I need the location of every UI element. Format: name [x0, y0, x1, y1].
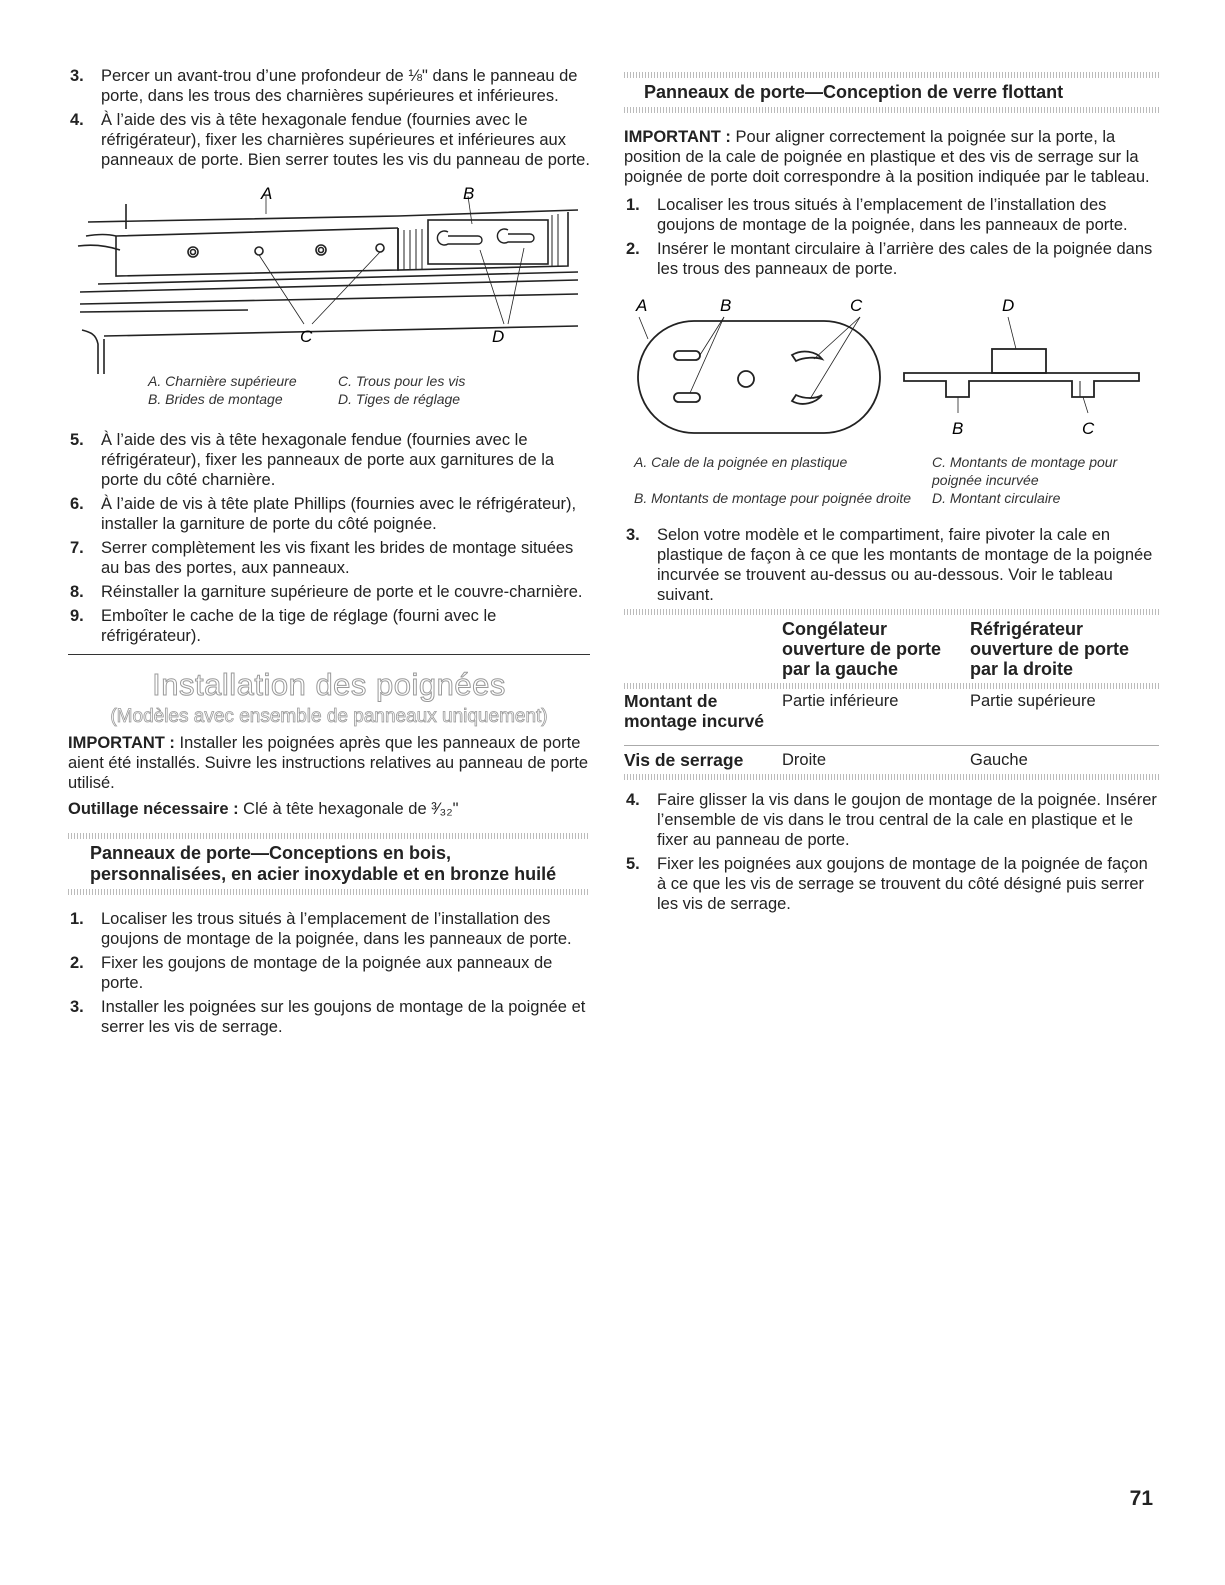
caption2-b: B. Montants de montage pour poignée droite	[634, 490, 912, 506]
tools-text: Clé à tête hexagonale de ³⁄₃₂"	[238, 800, 459, 818]
caption2-d: D. Montant circulaire	[932, 490, 1061, 506]
important-label-right: IMPORTANT :	[624, 128, 731, 146]
step-text: Emboîter le cache de la tige de réglage (fourni avec le réfrigérateur).	[101, 607, 497, 645]
step-text: Selon votre modèle et le compartiment, faire pivoter la cale en plastique de façon à ce que les montants de montage de la poignée incurvée se trouvent au-dessus ou au-dessous. Voir le tableau suivant.	[657, 526, 1153, 604]
table-header-row	[624, 615, 1159, 683]
step-text: Percer un avant-trou d’une profondeur de ⅛" dans le panneau de porte, dans les trous des charnières supérieures et inférieures.	[101, 67, 578, 105]
list-item	[68, 494, 590, 534]
step-number: 8.	[70, 583, 84, 601]
step-text: Réinstaller la garniture supérieure de porte et le couvre-charnière.	[101, 583, 583, 601]
step-number: 6.	[70, 495, 84, 513]
caption-a: A. Charnière supérieure	[148, 373, 297, 389]
step-text: Fixer les poignées aux goujons de montage de la poignée de façon à ce que les vis de serrage se trouvent du côté désigné puis serrer les vis de serrage.	[657, 855, 1148, 913]
section-title: Installation des poignées	[152, 667, 506, 702]
orientation-table	[624, 615, 1159, 683]
list-item	[624, 854, 1159, 914]
step-number: 1.	[626, 196, 640, 214]
handle-shim-diagram	[624, 289, 1159, 449]
list-item	[624, 790, 1159, 850]
orientation-table-body2	[624, 746, 1159, 774]
list-item	[68, 430, 590, 490]
important-label: IMPORTANT :	[68, 734, 175, 752]
step-number: 4.	[626, 791, 640, 809]
fig1-label-b: B	[463, 184, 475, 203]
list-item	[624, 195, 1159, 235]
handle-shim-figure	[624, 289, 1159, 507]
fig2-label-c2: C	[1082, 419, 1095, 438]
page-number: 71	[1129, 1487, 1153, 1510]
list-item	[68, 582, 590, 602]
important-text-right: Pour aligner correctement la poignée sur la porte, la position de la cale de poignée en plastique et des vis de serrage sur la poignée de porte doit correspondre à la position indiquée par le tableau.	[624, 128, 1150, 186]
step-number: 4.	[70, 111, 84, 129]
step-number: 5.	[626, 855, 640, 873]
hinge-figure	[68, 184, 590, 408]
step-number: 5.	[70, 431, 84, 449]
list-item	[68, 953, 590, 993]
left-column	[68, 66, 590, 1041]
step-text: À l’aide des vis à tête hexagonale fendue (fournies avec le réfrigérateur), fixer les charnières supérieures et inférieures aux panneaux de porte. Bien serrer toutes les vis du panneau de porte.	[101, 111, 590, 169]
right-column	[624, 72, 1159, 918]
fig2-label-b: B	[720, 296, 732, 315]
hatch-glass-bottom	[624, 107, 1159, 113]
step-number: 2.	[70, 954, 84, 972]
step-number: 9.	[70, 607, 84, 625]
important-note-left	[68, 733, 590, 793]
caption-c: C. Trous pour les vis	[338, 373, 466, 389]
step-list-glass-c	[624, 790, 1159, 914]
section-subtitle: (Modèles avec ensemble de panneaux uniquement)	[110, 706, 548, 727]
row-label-curved: Montant de montage incurvé	[624, 691, 765, 731]
step-text: Installer les poignées sur les goujons de montage de la poignée et serrer les vis de serrage.	[101, 998, 586, 1036]
fig2-label-d: D	[1002, 296, 1015, 315]
table-row	[624, 746, 1159, 774]
step-text: Localiser les trous situés à l’emplacement de l’installation des goujons de montage de la poignée, dans les panneaux de porte.	[101, 910, 572, 948]
list-item	[68, 66, 590, 106]
step-list-glass-b	[624, 525, 1159, 605]
step-text: À l’aide de vis à tête plate Phillips (fournies avec le réfrigérateur), installer la garniture de porte du côté poignée.	[101, 495, 577, 533]
list-item	[68, 538, 590, 578]
fig2-label-a: A	[636, 296, 648, 315]
list-item	[68, 997, 590, 1037]
caption2-c: C. Montants de montage pour poignée incurvée	[932, 454, 1118, 488]
step-list-mid	[68, 430, 590, 646]
row-label-screw: Vis de serrage	[624, 750, 744, 770]
table-header-fridge: Réfrigérateur ouverture de porte par la droite	[970, 619, 1130, 679]
caption-d: D. Tiges de réglage	[338, 391, 461, 407]
fig1-label-d: D	[492, 327, 505, 346]
tools-note	[68, 799, 590, 819]
table-header-empty	[624, 615, 782, 683]
important-text: Installer les poignées après que les panneaux de porte aient été installés. Suivre les instructions relatives au panneau de porte utilisé.	[68, 734, 589, 792]
step-number: 3.	[70, 67, 84, 85]
step-list-glass-a	[624, 195, 1159, 279]
subhead-wood: Panneaux de porte—Conceptions en bois, personnalisées, en acier inoxydable et en bronze huilé	[90, 843, 557, 884]
subhead-glass: Panneaux de porte—Conception de verre flottant	[644, 82, 1064, 102]
step-number: 3.	[70, 998, 84, 1016]
hatch-table-bottom	[624, 774, 1159, 780]
list-item	[68, 606, 590, 646]
fig2-label-b2: B	[952, 419, 964, 438]
hatch-bottom	[68, 889, 590, 895]
handle-figure-captions	[624, 453, 1159, 507]
important-note-right	[624, 127, 1159, 187]
step-text: Faire glisser la vis dans le goujon de montage de la poignée. Insérer l’ensemble de vis dans le trou central de la cale en plastique et le fixer au panneau de porte.	[657, 791, 1157, 849]
row-curved-fridge: Partie supérieure	[970, 692, 1096, 710]
step-number: 3.	[626, 526, 640, 544]
hinge-figure-captions	[134, 372, 514, 408]
orientation-table-body	[624, 689, 1159, 745]
step-text: Insérer le montant circulaire à l’arrière des cales de la poignée dans les trous des panneaux de porte.	[657, 240, 1153, 278]
step-number: 7.	[70, 539, 84, 557]
list-item	[624, 239, 1159, 279]
step-text: Serrer complètement les vis fixant les brides de montage situées au bas des portes, aux panneaux.	[101, 539, 574, 577]
list-item	[624, 525, 1159, 605]
fig1-label-c: C	[300, 327, 313, 346]
wood-subsection	[68, 833, 590, 895]
list-item	[68, 909, 590, 949]
row-curved-freezer: Partie inférieure	[782, 692, 899, 710]
step-text: Localiser les trous situés à l’emplacement de l’installation des goujons de montage de la poignée, dans les panneaux de porte.	[657, 196, 1128, 234]
hinge-diagram	[68, 184, 590, 394]
step-list-wood	[68, 909, 590, 1037]
row-screw-freezer: Droite	[782, 751, 827, 769]
step-list-top	[68, 66, 590, 170]
step-number: 1.	[70, 910, 84, 928]
step-number: 2.	[626, 240, 640, 258]
list-item	[68, 110, 590, 170]
table-header-freezer: Congélateur ouverture de porte par la gauche	[782, 619, 942, 679]
fig1-label-a: A	[261, 184, 273, 203]
section-divider	[68, 654, 590, 655]
step-text: Fixer les goujons de montage de la poignée aux panneaux de porte.	[101, 954, 553, 992]
row-screw-fridge: Gauche	[970, 751, 1028, 769]
caption2-a: A. Cale de la poignée en plastique	[634, 454, 848, 470]
step-text: À l’aide des vis à tête hexagonale fendue (fournies avec le réfrigérateur), fixer les panneaux de porte aux garnitures de la porte du côté charnière.	[101, 431, 555, 489]
tools-label: Outillage nécessaire :	[68, 800, 239, 818]
fig2-label-c: C	[850, 296, 863, 315]
caption-b: B. Brides de montage	[148, 391, 283, 407]
table-row	[624, 689, 1159, 745]
